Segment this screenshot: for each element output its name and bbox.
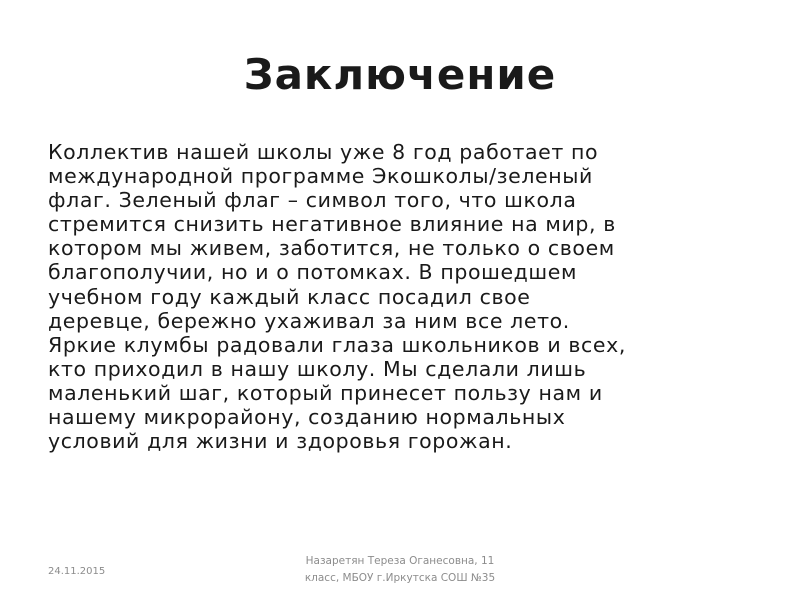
body-line: кто приходил в нашу школу. Мы сделали лишь bbox=[48, 356, 587, 381]
body-line: флаг. Зеленый флаг – символ того, что школа bbox=[48, 188, 577, 213]
body-line: деревце, бережно ухаживал за ним все лето. bbox=[48, 308, 570, 333]
body-line: котором мы живем, заботится, не только о своем bbox=[48, 236, 615, 261]
slide-title: Заключение bbox=[243, 50, 557, 99]
body-line: международной программе Экошколы/зеленый bbox=[48, 164, 593, 189]
body-line: Яркие клумбы радовали глаза школьников и всех, bbox=[48, 332, 626, 357]
footer-author-line: класс, МБОУ г.Иркутска СОШ №35 bbox=[304, 572, 496, 584]
footer-author-line: Назаретян Тереза Оганесовна, 11 bbox=[305, 555, 495, 567]
slide-body bbox=[48, 140, 768, 453]
body-line: стремится снизить негативное влияние на мир, в bbox=[48, 212, 616, 237]
body-line: условий для жизни и здоровья горожан. bbox=[48, 429, 513, 454]
body-line: маленький шаг, который принесет пользу нам и bbox=[48, 380, 603, 405]
body-line: нашему микрорайону, созданию нормальных bbox=[48, 405, 566, 430]
body-line: благополучии, но и о потомках. В прошедшем bbox=[48, 260, 578, 285]
body-line: Коллектив нашей школы уже 8 год работает по bbox=[48, 140, 599, 164]
footer-author bbox=[260, 553, 540, 587]
footer-date: 24.11.2015 bbox=[48, 566, 106, 577]
body-line: учебном году каждый класс посадил свое bbox=[48, 284, 531, 309]
